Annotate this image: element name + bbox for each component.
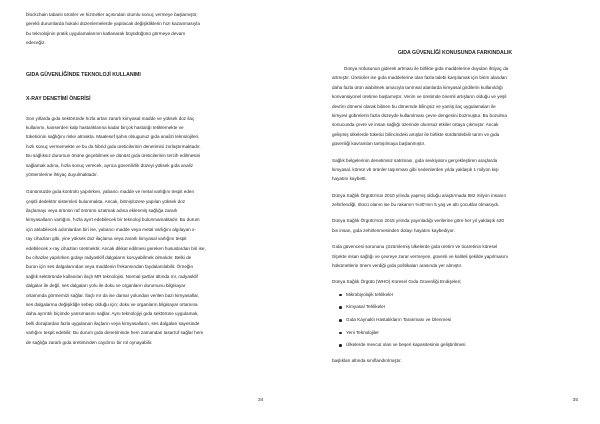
text-line: yöntemlerine ihtiyaç duyulmaktadır. — [26, 171, 98, 177]
text-line: Dünya nüfusunun giderek artması ile birlikte gıda maddelerine duyulan ihtiyaç da — [344, 66, 509, 71]
text-line: kimyevi gübrelerin fazla düzeyde kullanılması çevre dengesini bozmuştur. Bu bozulma — [332, 112, 507, 118]
concerns-list — [332, 289, 578, 352]
paragraph-2 — [332, 156, 578, 184]
left-text-column — [26, 10, 274, 347]
paragraph-1 — [332, 64, 578, 149]
text-line: Dünya Sağlık Örgütü'nün 2010 yılında yapmış olduğu araştırmada 582 milyon insanın — [332, 192, 507, 198]
text-line: sağlamak adına, hızla sonuç verecek, ayrıca güvenilirlik düzeyi yüksek gıda analiz — [26, 162, 193, 168]
paragraph-3 — [332, 191, 578, 210]
text-line: kullanımı, kanserden kalp hastalıklarına kadar birçok hastalığı tetiklemekte ve — [26, 124, 184, 130]
list-item: Mikrobiyolojik tehlikeler — [346, 289, 578, 302]
text-line: edebilecek x-ray cihazları üretmektir. Ancak dikkat edilmesi gereken hususlardan biri ise, — [26, 245, 206, 251]
text-line: tüketicinin sağlığını riske atmakta. Maalesef şahıs olsugunuz gıda analizi teknolojileri, — [26, 134, 200, 140]
subsection-title: X-RAY DENETİMİ ÖNERİSİ — [26, 95, 91, 102]
text-line: Günümüzde gıda kontrolü yapılırken, yabancı madde ve metal varlığını tespit eden — [26, 189, 195, 195]
text-line: kimyasalların varlığını, hızla ayırt edebilecek bir teknoloji bulunmamaktadır. Bu durum — [26, 217, 200, 223]
text-line: Dünya Sağlık Örgütü (WHO) Küresel Gıda Güvenliği Endişeleri; — [332, 279, 462, 285]
text-line: daha ayrıntılı biçimde yansımasını sağlar. Aynı teknolojiyi gıda sektörüne uygulamak, — [26, 311, 199, 317]
right-page — [300, 0, 600, 424]
text-line: başlıkları altında sınıflandırılmıştır. — [332, 357, 402, 363]
closing-paragraph — [332, 356, 578, 365]
text-line: ses dalgalarına değişikliğe sebep olduğu için; doku ve organların bilgisayar ortamına — [26, 301, 198, 307]
text-line: Dünya Sağlık Örgütü'nün 2015 yılında yayınladığı verilerine göre her yıl yaklaşık 420 — [332, 218, 504, 224]
section-title: GIDA GÜVENLİĞİNDE TEKNOLOJİ KULLANIMI — [26, 71, 141, 78]
text-line: artmıştır. Üreticiler ise gıda maddelerine olan fazla talebi karşılamak için birim alandan — [332, 75, 507, 81]
text-line: edeceğiz. — [26, 40, 46, 46]
text-line: blockchain tabanlı ürünler ve hizmetler açısından olumlu sonuç vermeye başlamıştır, — [26, 12, 198, 17]
text-line: sağlık sektöründe kullanılan ilaçlı MR teknolojisi. Normal şartlar altında mr, radyasklif — [26, 273, 198, 279]
paragraph-6 — [332, 277, 578, 286]
text-line: bu teknolojinin pratik uygulamalarının katlanarak büyüdüğünü görmeye devam — [26, 30, 186, 36]
text-line: zehirlendiği, ölücü olanın ise bu rakamın %40'ının 5 yaş ve altı çocuklar olmasıydı. — [332, 202, 500, 208]
list-item: Yeni Teknolojiler — [346, 327, 578, 340]
right-text-column — [332, 49, 578, 365]
text-line: hızlı sonuç vermemekte ve bu da hibrid gıda üreticilerinin denetimini zorlaştırmaktadır. — [26, 143, 201, 149]
text-line: sonucunda çevre ve insan sağlığı üzerinde olumsuz etkiler ortaya çıkmıştır. Ancak — [332, 122, 499, 128]
text-line: ilaçlamayı veya ürünün raf ömrünü uzatmak adına eklenmiş sağlığa zararlı — [26, 208, 178, 214]
text-line: için atılabilecek adımlardan biri ise, yabancı madde veya metal varlığını algılayan x- — [26, 226, 196, 232]
text-line: Son yıllarda gıda sektöründe hızla artan zararlı kimyasal madde ve yüksek doz ilaç — [26, 115, 195, 121]
text-line: de sağlığa zararlı gıda üretiminden caydırıcı bir rol oynayabilir. — [26, 339, 153, 345]
text-line: devrim dönemi olarak bilinen bu dönemde bilinçsiz ve yanlış ilaç uygulamaları ile — [332, 103, 496, 109]
text-line: Bu sağlıksız durumun önüne geçebilmek ve dünüst gıda üreticilerinin tercih edilmesini — [26, 153, 201, 159]
paragraph-2 — [26, 187, 274, 347]
paragraph-5 — [332, 242, 578, 270]
paragraph-4 — [332, 216, 578, 235]
list-item: Gıda Kaynaklı Hastalıkların Taranması ve İzlenmesi — [346, 314, 578, 327]
text-line: çeşitli dedektör sistemleri bulunmakta. Ancak, bitmiş/üzere yapılan yüksek doz — [26, 198, 186, 204]
text-line: gerekli durumlarda hukuki düzenlemelerde yapılacak değişikliklerin hızı kazanmasıyla — [26, 21, 200, 27]
text-line: bin insan, gıda zehirlenmesinden dolayı hayatını kaybediyor. — [332, 227, 455, 233]
text-line: güvenliği kavramları tartışılmaya başlanmıştır. — [332, 141, 426, 147]
text-line: ray cihazları gibi, yine yüksek doz ilaçlama veya zararlı kimyasal varlığını tespit — [26, 236, 187, 242]
text-line: burun için ses dalgalarından veya maddenin frekansından faydalanılabilir. Örneğin — [26, 264, 194, 270]
text-line: hükümetlerin önem verdiği gıda politikaları arasında yer almıştır. — [332, 263, 463, 269]
text-line: gelişmiş ülkelerde tüketici bilincindeki artışlar ile birlikte sürdürülebilir tarım ve gıda — [332, 131, 500, 137]
list-item: Ülkelerde mevcut olan ve beşeri kapasitesinin geliştirilmesi — [346, 339, 578, 352]
intro-paragraph — [26, 10, 274, 48]
list-item: Kimyasal Tehlikeler — [346, 301, 578, 314]
text-line: ortamında görmemizi sağlar. İlaçlı mr da ise damar yolundan verilen bazı kimyasallar, — [26, 292, 200, 298]
text-line: konvansiyonel üretime başlamıştır. Verim ve üretimde önemli artışların olduğu ve yeşil — [332, 94, 507, 100]
page-number: 35 — [572, 398, 578, 403]
text-line: Sağlık belgelerinin denetimsiz satılması, gıda sevkiyatını gerçekleştiren araçlarda — [332, 157, 498, 163]
page-number: 34 — [258, 398, 264, 403]
text-line: hayatını kaybetti. — [332, 176, 367, 182]
text-line: belli dozajlardan fazla uygulanan ilaçların veya kimyasalların, ses dalgaları sayesinde — [26, 320, 200, 326]
text-line: varlığını tespit edebilir. Bu durum gıda denetiminde hem zamandan tasarruf sağlar hem — [26, 330, 204, 336]
text-line: kimyasal, kömür vb ürünler taşınması gibi nedenlerden yılda yaklaşık 1 milyon kişi — [332, 166, 499, 172]
section-title: GIDA GÜVENLİĞİ KONUSUNDA FARKINDALIK — [397, 50, 513, 56]
text-line: ölçekte insan sağlığı ve çevreye zarar vermeyen, güvenli ve kaliteli şekilde yapılmasını — [332, 253, 508, 259]
paragraph-1 — [26, 114, 274, 180]
text-line: bu cihazlar yapılırken gıdayı radyasklif dalgaların koruyabilmek olmalıdır. Belki de — [26, 255, 192, 261]
text-line: dalgalar ile değil, ses dalgaları yolu ile doku ve organların durumunu bilgisayar — [26, 283, 186, 289]
text-line: daha fazla ürün alabilmek amacıyla tarımsal alanlarda kimyasal girdilerin kullanıldığı — [332, 84, 503, 90]
text-line: Gıda güvencesi sorununu çözümlemiş ülkelerde gıda üretim ve ticaretinin küresel — [332, 244, 498, 250]
